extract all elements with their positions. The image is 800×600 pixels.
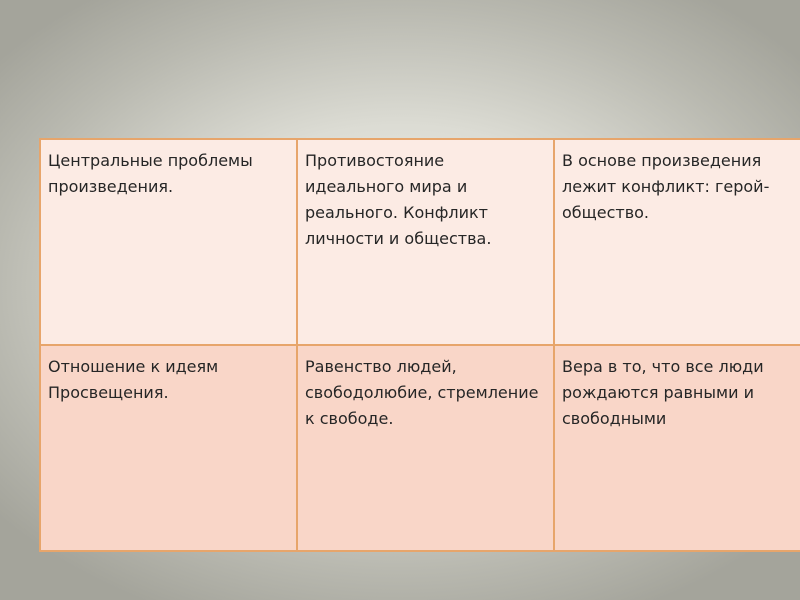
table-row bbox=[40, 345, 800, 551]
table-cell: Отношение к идеям Просвещения. bbox=[40, 345, 297, 551]
content-table bbox=[39, 138, 800, 552]
table-cell: Противостояние идеального мира и реального. Конфликт личности и общества. bbox=[297, 139, 554, 345]
table-cell: Равенство людей, свободолюбие, стремление к свободе. bbox=[297, 345, 554, 551]
table-cell: Вера в то, что все люди рождаются равными и свободными bbox=[554, 345, 800, 551]
table-row bbox=[40, 139, 800, 345]
table-cell: Центральные проблемы произведения. bbox=[40, 139, 297, 345]
table-cell: В основе произведения лежит конфликт: герой-общество. bbox=[554, 139, 800, 345]
